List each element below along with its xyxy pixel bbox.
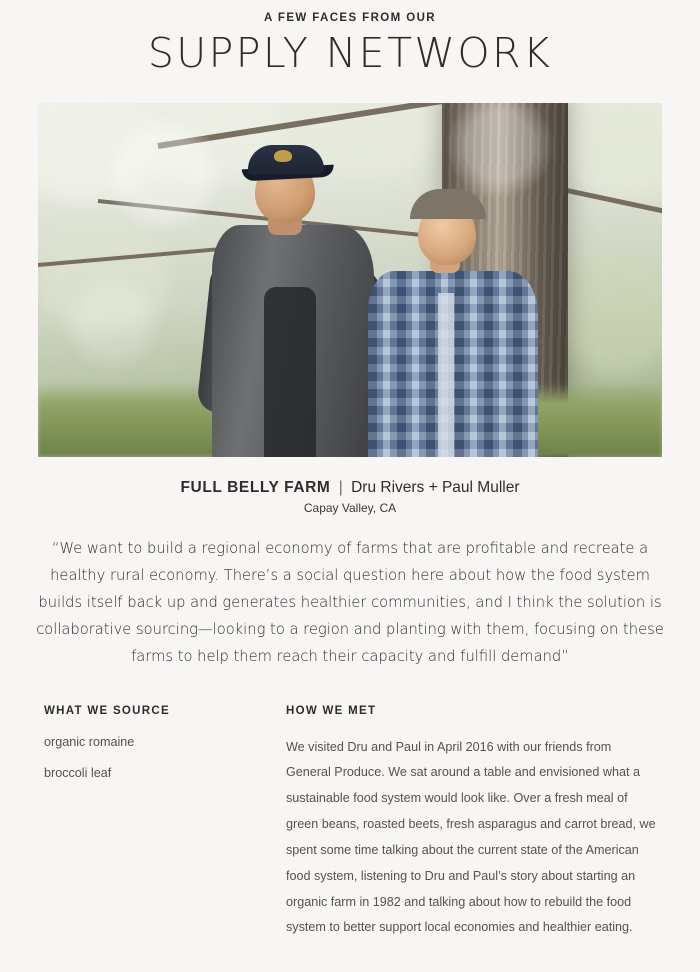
detail-columns	[44, 705, 656, 942]
photo-caption	[0, 479, 700, 515]
eyebrow-text: A FEW FACES FROM OUR	[264, 12, 436, 24]
cap-logo-icon	[274, 150, 292, 162]
caption-divider: |	[338, 479, 343, 497]
source-list	[44, 735, 244, 781]
what-we-source-column	[44, 705, 244, 942]
farm-location: Capay Valley, CA	[303, 500, 397, 515]
person-paul	[206, 139, 380, 457]
inner-shirt	[264, 287, 316, 457]
list-item: organic romaine	[44, 734, 135, 749]
farm-name: FULL BELLY FARM	[180, 479, 331, 497]
page-header	[0, 0, 700, 77]
pull-quote: “We want to build a regional economy of farms that are profitable and recreate a healthy rural economy. There’s a social question here about how the food system builds itself back up and generates healthier communities, and I think the solution is collaborative sourcing—looking to a region and planting with them, focusing on these farms to help them reach their capacity and fulfill demand”	[36, 539, 664, 666]
foliage-blob	[38, 223, 168, 333]
farmer-names: Dru Rivers + Paul Muller	[351, 479, 520, 497]
person-dru	[360, 189, 546, 457]
how-we-met-heading: HOW WE MET	[286, 704, 377, 717]
how-we-met-body: We visited Dru and Paul in April 2016 with our friends from General Produce. We sat around a table and envisioned what a sustainable food system would look like. Over a fresh meal of green beans, roasted beets, fresh asparagus and carrot bread, we spent some time talking about the current state of the American food system, listening to Dru and Paul’s story about starting an organic farm in 1982 and talking about how to rebuild the food system to better support local economies and healthier eating.	[286, 739, 656, 935]
photo-illustration	[38, 103, 662, 457]
how-we-met-column	[286, 705, 656, 942]
hair-top	[410, 189, 486, 219]
page-title: SUPPLY NETWORK	[147, 29, 553, 77]
what-we-source-heading: WHAT WE SOURCE	[44, 704, 170, 717]
shirt-placket	[438, 293, 454, 457]
caption-primary	[0, 479, 700, 498]
farmers-photo	[38, 103, 662, 457]
list-item: broccoli leaf	[44, 765, 112, 780]
